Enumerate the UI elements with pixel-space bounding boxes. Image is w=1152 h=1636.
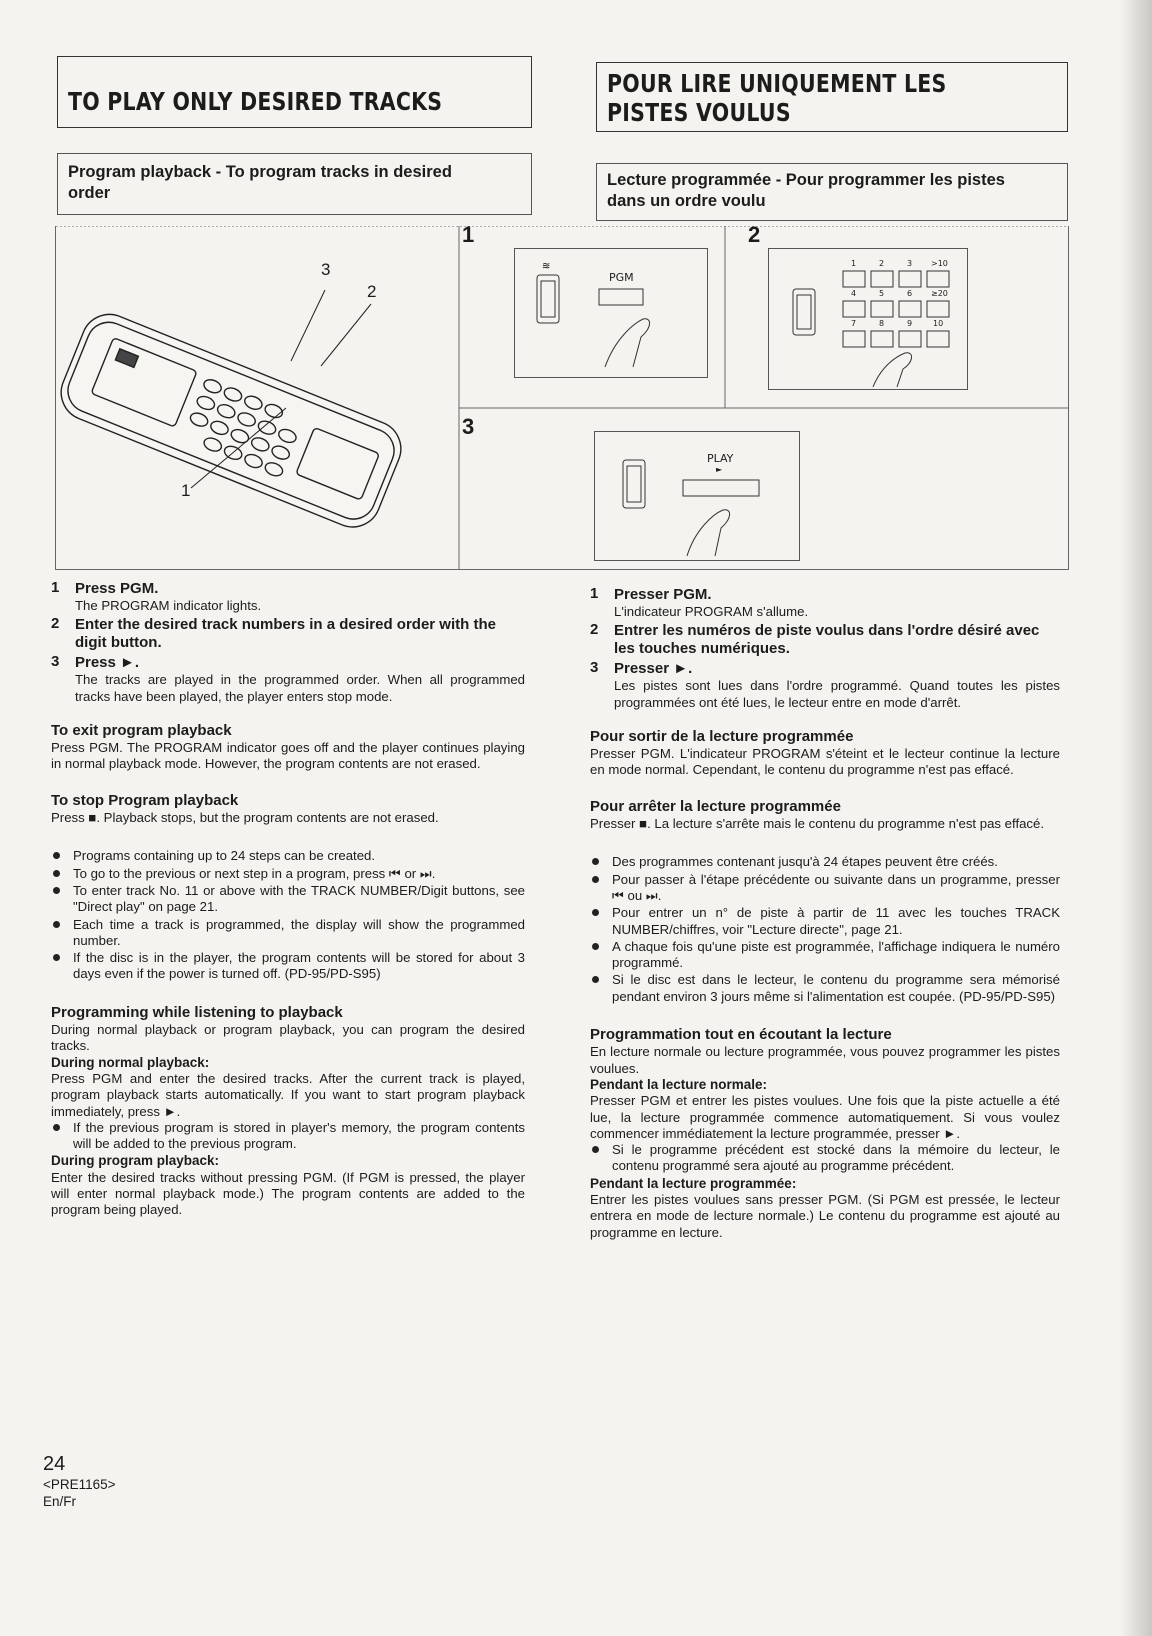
digit-ge20: ≥20: [931, 289, 948, 298]
illustration-frame: [55, 222, 1069, 570]
fr-step-1: [590, 586, 1060, 620]
en-step-3-body: The tracks are played in the programmed order. When all programmed tracks have been played, the player enters stop mode.: [75, 672, 525, 704]
play-symbol: ►: [716, 465, 723, 474]
fr-note-3: Pour entrer un n° de piste à partir de 11 avec les touches TRACK NUMBER/chiffres, voir "Lecture directe", page 21.: [590, 905, 1060, 938]
en-normal-note: If the previous program is stored in player's memory, the program contents will be added to the previous program.: [51, 1120, 525, 1153]
fr-note-4: A chaque fois qu'une piste est programmée, l'affichage indiquera le numéro programmé.: [590, 939, 1060, 972]
fr-column: [590, 584, 1060, 1241]
fr-step-1-num: 1: [590, 585, 599, 602]
fr-title-box: [596, 62, 1068, 132]
digit-10: 10: [933, 319, 944, 328]
en-column: [51, 578, 525, 1219]
page-footer: [43, 1452, 116, 1510]
en-listen-text: During normal playback or program playback, you can program the desired tracks.: [51, 1022, 525, 1054]
fr-note-2: Pour passer à l'étape précédente ou suivante dans un programme, presser ⏮ ou ⏭.: [590, 872, 1060, 905]
en-step-1: [51, 580, 525, 614]
panel-1-number: 1: [462, 222, 475, 247]
en-note-1: Programs containing up to 24 steps can be created.: [51, 848, 525, 864]
en-exit-title: To exit program playback: [51, 721, 232, 739]
panel-2-box: [768, 248, 968, 390]
en-title-box: [57, 56, 532, 128]
digit-5: 5: [879, 289, 885, 298]
panel-3-number: 3: [462, 414, 475, 439]
fr-step-3-head: Presser ►.: [614, 660, 693, 678]
fr-subtitle-box: [596, 163, 1068, 221]
fr-prog-text: Entrer les pistes voulues sans presser PGM. (Si PGM est pressée, le lecteur entrera en mode de lecture normale.) Le contenu du programme est ajouté au programme en lecture.: [590, 1192, 1060, 1240]
en-note-5: If the disc is in the player, the program contents will be stored for about 3 days even if the power is turned off. (PD-95/PD-S95): [51, 950, 525, 983]
page-edge-shadow: [1120, 0, 1152, 1636]
en-normal-note-list: [51, 1120, 525, 1153]
digit-1: 1: [851, 259, 857, 268]
en-normal-text: Press PGM and enter the desired tracks. After the current track is played, program playback starts automatically. If you want to start program playback immediately, press ►.: [51, 1070, 525, 1119]
digit-8: 8: [879, 319, 885, 328]
fr-note-1: Des programmes contenant jusqu'à 24 étapes peuvent être créés.: [590, 854, 1060, 870]
page-number: 24: [43, 1453, 66, 1475]
language-code: En/Fr: [43, 1494, 77, 1509]
fr-step-3-body: Les pistes sont lues dans l'ordre programmé. Quand toutes les pistes programmées ont été lues, le lecteur entre en mode d'arrêt.: [614, 678, 1060, 710]
fr-exit-title: Pour sortir de la lecture programmée: [590, 727, 854, 745]
fr-normal-note: Si le programme précédent est stocké dans la mémoire du lecteur, le contenu programmé sera ajouté au programme précédent.: [590, 1142, 1060, 1175]
fr-step-3: [590, 660, 1060, 711]
en-listen-title: Programming while listening to playback: [51, 1003, 343, 1021]
digit-3: 3: [907, 259, 913, 268]
en-step-1-body: The PROGRAM indicator lights.: [75, 598, 262, 613]
panel-2-number: 2: [748, 222, 761, 247]
en-prog-head: During program playback:: [51, 1153, 220, 1169]
en-step-3-head: Press ►.: [75, 654, 140, 672]
digit-gt10: >10: [931, 259, 948, 268]
fr-stop-title: Pour arrêter la lecture programmée: [590, 797, 841, 815]
fr-note-5: Si le disc est dans le lecteur, le contenu du programme sera mémorisé pendant environ 3 jours même si l'alimentation est coupée. (PD-95/PD-S95): [590, 972, 1060, 1005]
panel-1-box: [514, 248, 708, 378]
en-title: TO PLAY ONLY DESIRED TRACKS: [68, 87, 443, 116]
fr-normal-head: Pendant la lecture normale:: [590, 1076, 768, 1092]
fr-subtitle: Lecture programmée - Pour programmer les pistes dans un ordre voulu: [607, 171, 1005, 210]
fr-exit-text: Presser PGM. L'indicateur PROGRAM s'éteint et le lecteur continue la lecture en mode normal. Cependant, le contenu du programme n'est pas effacé.: [590, 746, 1060, 778]
panel-3-box: [594, 431, 800, 561]
en-note-3: To enter track No. 11 or above with the TRACK NUMBER/Digit buttons, see "Direct play" on page 21.: [51, 883, 525, 916]
en-subtitle: Program playback - To program tracks in desired order: [68, 163, 452, 202]
fr-stop-text: Presser ■. La lecture s'arrête mais le contenu du programme n'est pas effacé.: [590, 816, 1045, 832]
en-step-2: [51, 616, 525, 652]
en-step-3-num: 3: [51, 653, 60, 671]
en-step-2-num: 2: [51, 615, 60, 633]
fr-step-2: [590, 622, 1060, 658]
en-note-4: Each time a track is programmed, the display will show the programmed number.: [51, 917, 525, 950]
en-stop-title: To stop Program playback: [51, 791, 239, 809]
digit-7: 7: [851, 319, 857, 328]
callout-2: 2: [367, 282, 377, 301]
en-stop-text: Press ■. Playback stops, but the program contents are not erased.: [51, 810, 439, 826]
fr-listen-title: Programmation tout en écoutant la lecture: [590, 1026, 892, 1044]
en-normal-head: During normal playback:: [51, 1054, 210, 1070]
en-notes: [51, 848, 525, 982]
document-code: <PRE1165>: [43, 1477, 116, 1492]
pgm-button-drawing: [515, 249, 707, 377]
callout-1: 1: [181, 481, 191, 500]
en-step-1-num: 1: [51, 579, 60, 596]
fr-normal-text: Presser PGM et entrer les pistes voulues. Une fois que la piste actuelle a été lue, la lecture programmée commence automatiquement. Si vous voulez commencer immédiatement la lecture programmée, presser ►.: [590, 1093, 1060, 1141]
play-button-drawing: [595, 432, 799, 560]
digit-9: 9: [907, 319, 913, 328]
fr-step-2-head: Entrer les numéros de piste voulus dans l'ordre désiré avec les touches numériques.: [614, 622, 1040, 658]
pgm-label: PGM: [609, 271, 634, 284]
fr-notes: [590, 854, 1060, 1005]
fr-prog-head: Pendant la lecture programmée:: [590, 1175, 797, 1191]
en-subtitle-box: [57, 153, 532, 215]
fr-step-2-num: 2: [590, 621, 599, 639]
remote-control-drawing: [56, 226, 459, 569]
digit-4: 4: [851, 289, 857, 298]
en-exit-text: Press PGM. The PROGRAM indicator goes off and the player continues playing in normal playback mode. However, the program contents are not erased.: [51, 740, 525, 772]
en-step-3: [51, 654, 525, 705]
fr-listen-text: En lecture normale ou lecture programmée, vous pouvez programmer les pistes voulues.: [590, 1044, 1060, 1076]
fr-step-3-num: 3: [590, 659, 599, 677]
fr-step-1-head: Presser PGM.: [614, 586, 712, 603]
play-label: PLAY: [707, 452, 734, 465]
digit-2: 2: [879, 259, 885, 268]
en-step-2-head: Enter the desired track numbers in a desired order with the digit button.: [75, 616, 496, 652]
fr-normal-note-list: [590, 1142, 1060, 1175]
en-prog-text: Enter the desired tracks without pressing PGM. (If PGM is pressed, the player will enter normal playback mode.) The program contents are added to the program being played.: [51, 1169, 525, 1218]
digit-6: 6: [907, 289, 913, 298]
en-note-2: To go to the previous or next step in a program, press ⏮ or ⏭.: [51, 866, 525, 882]
fr-title: POUR LIRE UNIQUEMENT LES PISTES VOULUS: [607, 69, 947, 127]
svg-text:≋: ≋: [542, 261, 551, 272]
fr-step-1-body: L'indicateur PROGRAM s'allume.: [614, 604, 809, 619]
callout-3: 3: [321, 260, 331, 279]
en-step-1-head: Press PGM.: [75, 580, 159, 597]
